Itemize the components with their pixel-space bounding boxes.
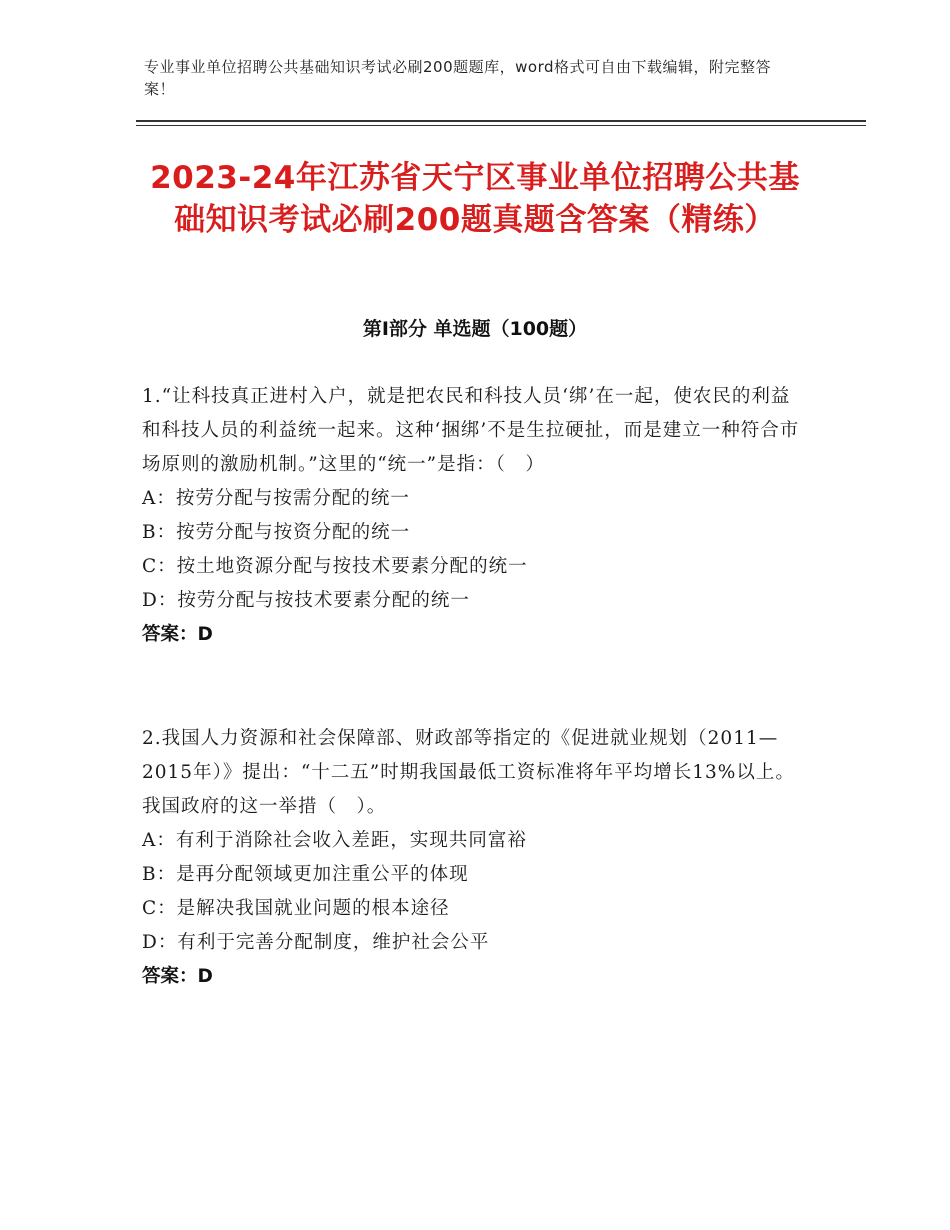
header-rule-thick — [136, 120, 866, 122]
option-b: B：按劳分配与按资分配的统一 — [142, 522, 411, 543]
question-stem: 2.我国人力资源和社会保障部、财政部等指定的《促进就业规划（2011—2015年）》提出：“十二五”时期我国最低工资标准将年平均增长13%以上。我国政府的这一举措（ ）。 — [142, 728, 795, 817]
option-d: D：有利于完善分配制度，维护社会公平 — [142, 932, 490, 953]
header-rule-thin — [136, 125, 866, 126]
option-c: C：是解决我国就业问题的根本途径 — [142, 898, 450, 919]
section-title: 第Ⅰ部分 单选题（100题） — [362, 318, 588, 340]
answer-line: 答案：D — [142, 624, 213, 645]
document-title: 2023-24年江苏省天宁区事业单位招聘公共基础知识考试必刷200题真题含答案（精练） — [150, 160, 800, 238]
header-note: 专业事业单位招聘公共基础知识考试必刷200题题库，word格式可自由下载编辑，附完整答案！ — [144, 58, 772, 98]
option-a: A：按劳分配与按需分配的统一 — [142, 488, 410, 509]
question-stem: 1.“让科技真正进村入户，就是把农民和科技人员‘绑’在一起，使农民的利益和科技人员的利益统一起来。这种‘捆绑’不是生拉硬扯，而是建立一种符合市场原则的激励机制。”这里的“统一”是指：（ ） — [142, 386, 800, 475]
option-b: B：是再分配领域更加注重公平的体现 — [142, 864, 469, 885]
option-d: D：按劳分配与按技术要素分配的统一 — [142, 590, 470, 611]
option-a: A：有利于消除社会收入差距，实现共同富裕 — [142, 830, 527, 851]
question-2 — [142, 722, 807, 994]
question-1 — [142, 380, 807, 652]
option-c: C：按土地资源分配与按技术要素分配的统一 — [142, 556, 528, 577]
answer-line: 答案：D — [142, 966, 213, 987]
